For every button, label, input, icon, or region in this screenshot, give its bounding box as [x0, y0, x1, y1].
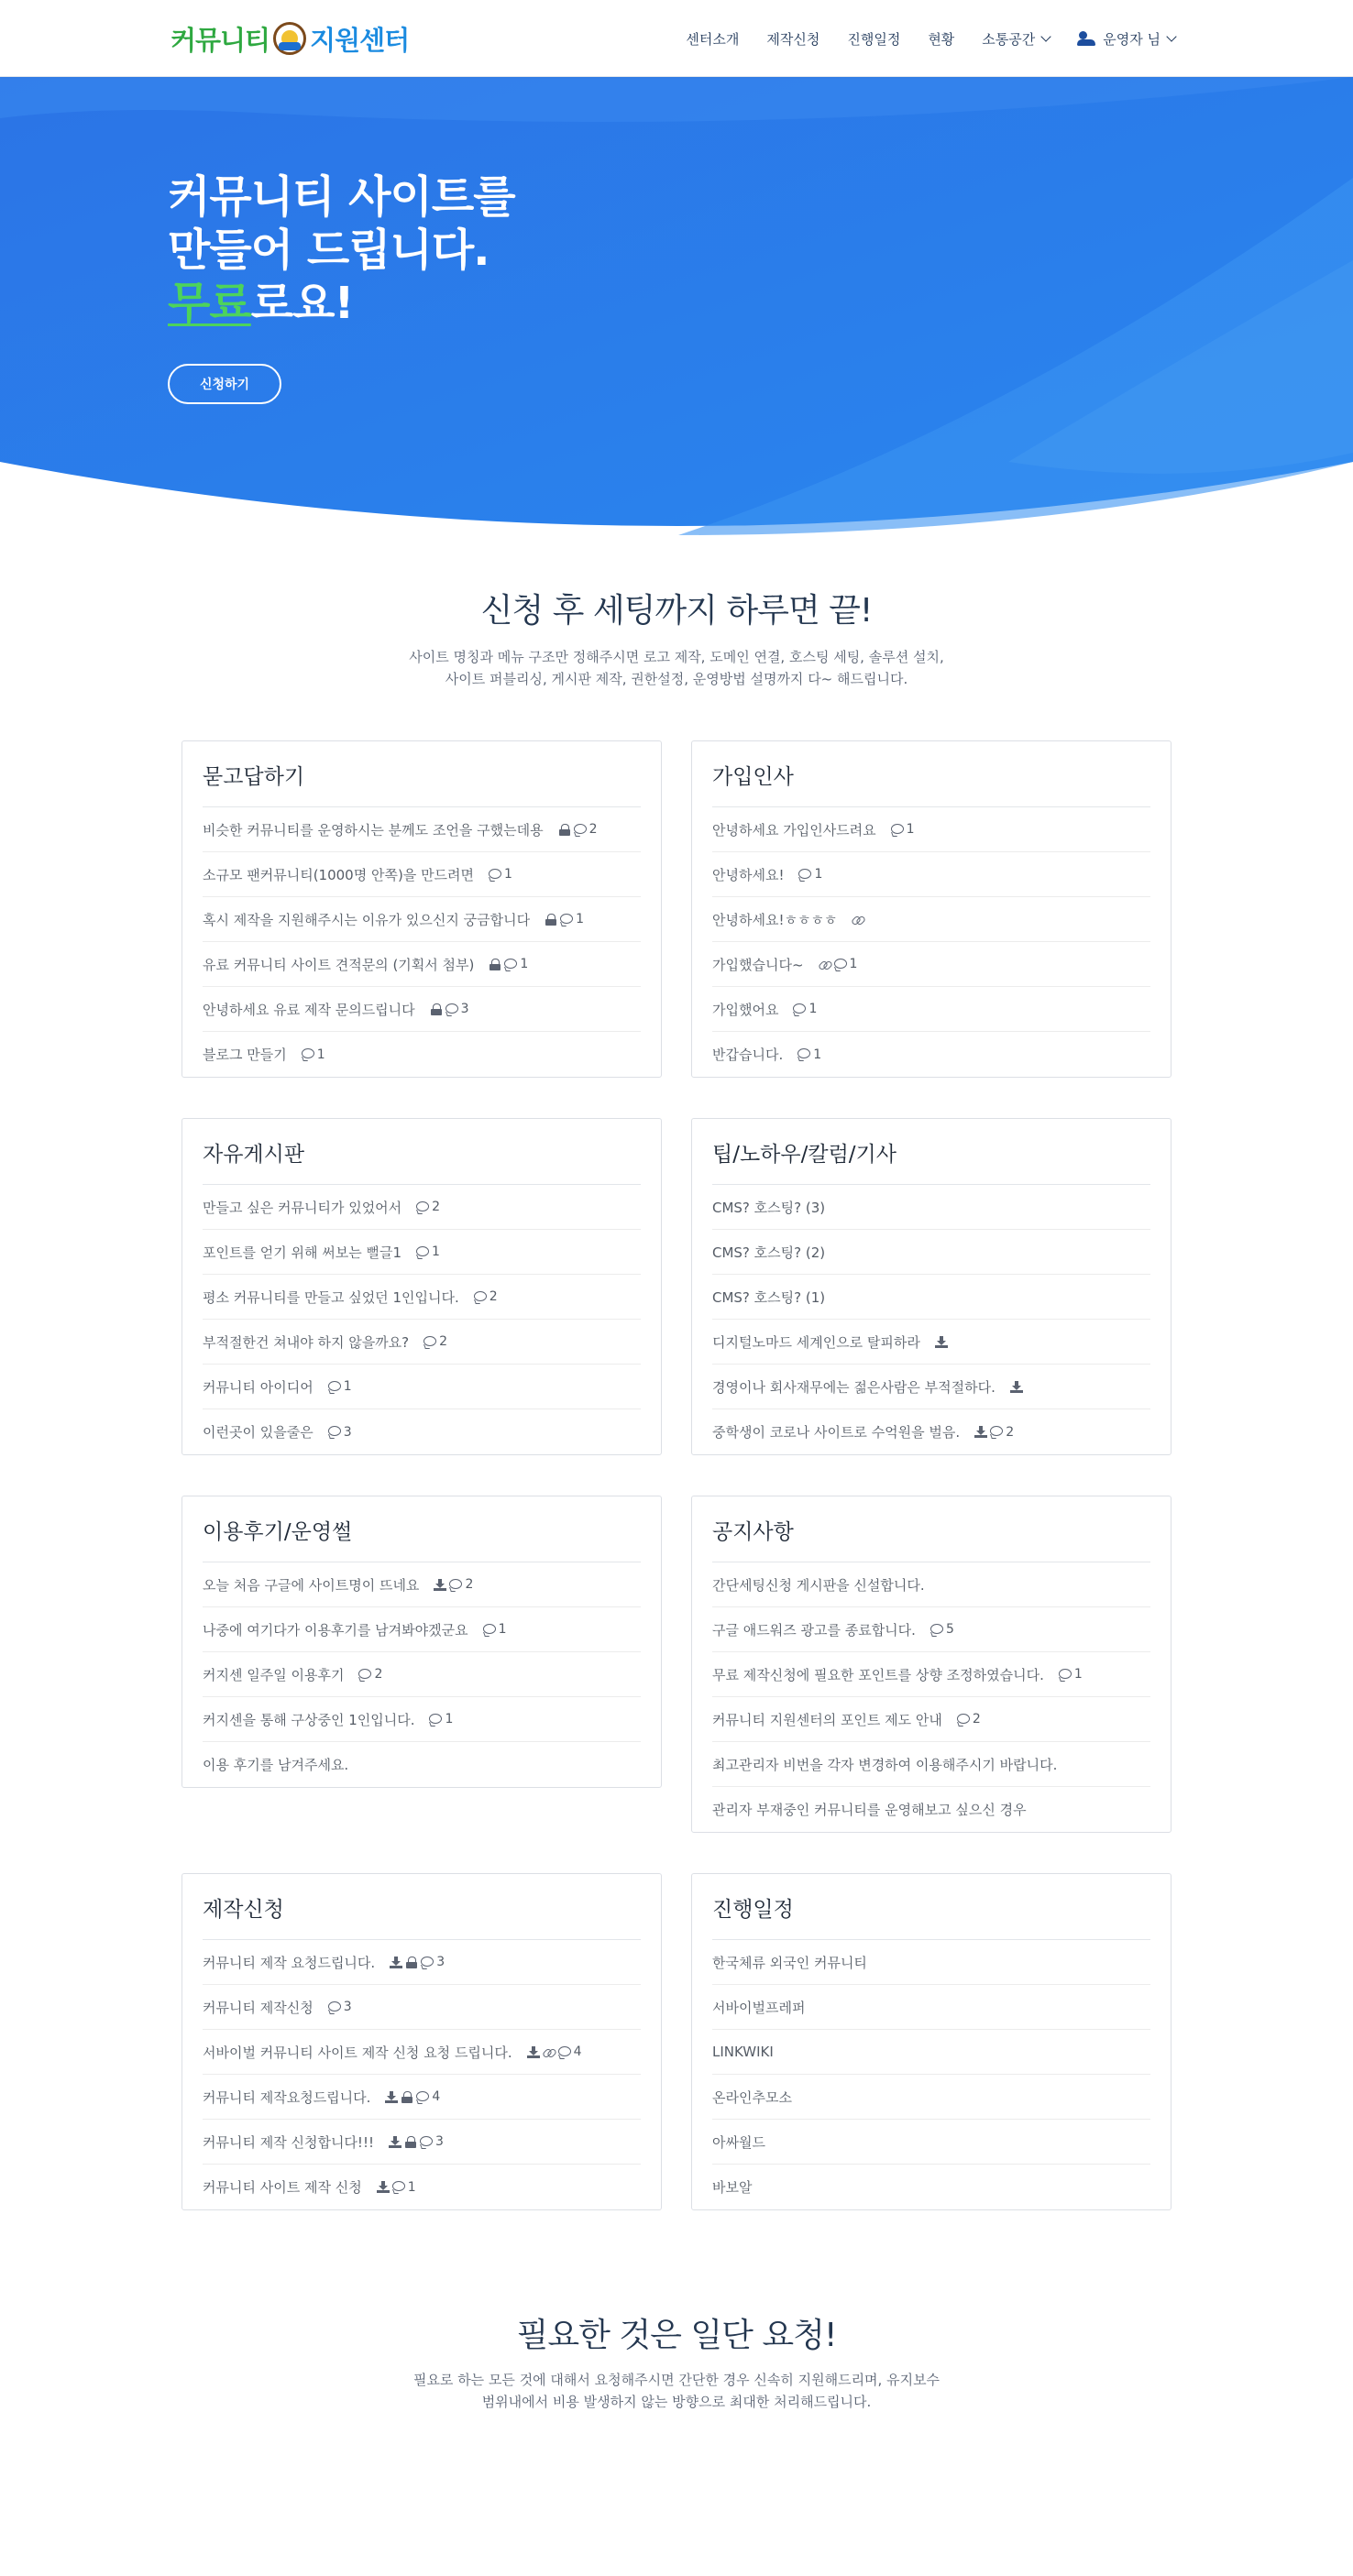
post-title[interactable]: 나중에 여기다가 이용후기를 남겨봐야겠군요	[203, 1621, 468, 1639]
post-list	[712, 807, 1150, 1077]
post-item[interactable]	[712, 1320, 1150, 1365]
post-title[interactable]: 혹시 제작을 지원해주시는 이유가 있으신지 궁금합니다	[203, 911, 531, 928]
section2-desc-line-2: 범위내에서 비용 발생하지 않는 방향으로 최대한 처리해드립니다.	[481, 2394, 872, 2410]
post-item[interactable]	[203, 987, 641, 1032]
post-title[interactable]: 안녕하세요!ㅎㅎㅎㅎ	[712, 911, 838, 928]
post-meta	[302, 1047, 325, 1062]
comment-count: 1	[504, 867, 512, 882]
post-list	[203, 1562, 641, 1787]
comment-icon	[392, 2181, 405, 2193]
comment-icon	[834, 959, 847, 970]
post-list	[203, 1185, 641, 1454]
comment-icon	[560, 914, 573, 926]
post-meta	[819, 957, 858, 971]
post-item[interactable]	[203, 852, 641, 897]
post-title[interactable]: 서바이벌 커뮤니티 사이트 제작 신청 요청 드립니다.	[203, 2044, 512, 2061]
post-item[interactable]	[712, 1230, 1150, 1275]
comment-count: 2	[374, 1667, 383, 1682]
board-title[interactable]: 팁/노하우/칼럼/기사	[712, 1119, 1150, 1185]
post-item[interactable]	[203, 1230, 641, 1275]
comment-count: 2	[588, 822, 598, 837]
post-title[interactable]: 관리자 부재중인 커뮤니티를 운영해보고 싶으신 경우	[712, 1802, 1027, 1818]
post-title[interactable]: 커뮤니티 제작 신청합니다!!!	[203, 2133, 374, 2151]
post-title[interactable]: 커뮤니티 지원센터의 포인트 제도 안내	[712, 1711, 942, 1728]
post-item[interactable]	[203, 1742, 641, 1787]
post-meta	[416, 1200, 440, 1214]
site-header	[0, 0, 1353, 77]
post-meta	[429, 1712, 453, 1726]
post-meta	[434, 1577, 473, 1592]
board-title[interactable]: 공지사항	[712, 1496, 1150, 1562]
lock-icon	[544, 914, 557, 926]
post-title[interactable]: 오늘 처음 구글에 사이트명이 뜨네요	[203, 1576, 420, 1594]
post-meta	[935, 1336, 948, 1348]
logo-text-part2: 지원센터	[310, 24, 410, 56]
link-icon	[543, 2046, 556, 2058]
post-title[interactable]: 커뮤니티 제작신청	[203, 1999, 314, 2016]
comment-count: 1	[576, 912, 585, 926]
post-item[interactable]	[203, 2075, 641, 2120]
hero-line-1: 커뮤니티 사이트를	[168, 171, 515, 223]
user-label: 운영자 님	[1103, 30, 1160, 48]
post-title[interactable]: 간단세팅신청 게시판을 신설합니다.	[712, 1576, 925, 1594]
comment-icon	[416, 1201, 429, 1213]
post-title[interactable]: 부적절한건 쳐내야 하지 않을까요?	[203, 1333, 410, 1351]
post-item[interactable]	[712, 1365, 1150, 1409]
post-meta	[358, 1667, 382, 1682]
comment-count: 1	[813, 1047, 822, 1062]
user-icon	[1077, 31, 1095, 46]
post-meta	[416, 1244, 440, 1259]
post-title[interactable]: 블로그 만들기	[203, 1047, 287, 1063]
comment-count: 1	[906, 822, 915, 837]
section-title-2: 필요한 것은 일단 요청!	[516, 2317, 837, 2354]
comment-icon	[957, 1714, 970, 1726]
comment-count: 2	[465, 1577, 474, 1592]
post-item[interactable]	[203, 1607, 641, 1652]
comment-icon	[1059, 1669, 1072, 1681]
post-meta	[558, 822, 598, 837]
post-meta	[544, 912, 584, 926]
post-title[interactable]: 유료 커뮤니티 사이트 견적문의 (기획서 첨부)	[203, 956, 475, 973]
post-item[interactable]	[712, 1409, 1150, 1454]
section-desc-line-2: 사이트 퍼블리싱, 게시판 제작, 권한설정, 운영방법 설명까지 다~ 해드립니다.	[445, 671, 908, 687]
post-meta	[385, 2089, 440, 2104]
post-item[interactable]	[712, 1032, 1150, 1077]
nav-label: 제작신청	[766, 30, 820, 48]
post-meta	[489, 957, 528, 971]
post-title[interactable]: 커지센 일주일 이용후기	[203, 1666, 345, 1683]
site-logo[interactable]	[170, 18, 409, 59]
download-icon	[527, 2046, 540, 2058]
post-title[interactable]: LINKWIKI	[712, 2044, 774, 2060]
board-title[interactable]: 진행일정	[712, 1874, 1150, 1940]
post-meta	[1059, 1667, 1083, 1682]
comment-icon	[424, 1336, 436, 1348]
nav-item-status[interactable]	[928, 29, 954, 49]
comment-icon	[420, 2136, 433, 2148]
download-icon	[974, 1426, 987, 1438]
post-item[interactable]	[203, 2120, 641, 2165]
nav-item-schedule[interactable]	[847, 29, 900, 49]
comment-icon	[474, 1291, 487, 1303]
lock-icon	[489, 959, 501, 970]
post-item[interactable]	[203, 1365, 641, 1409]
post-title[interactable]: 커뮤니티 사이트 제작 신청	[203, 2179, 362, 2196]
comment-count: 2	[432, 1200, 441, 1214]
post-title[interactable]: 온라인추모소	[712, 2088, 792, 2106]
board-title[interactable]: 묻고답하기	[203, 741, 641, 807]
nav-item-about[interactable]	[686, 29, 739, 49]
download-icon	[1010, 1381, 1023, 1393]
post-title[interactable]: 커뮤니티 제작요청드립니다.	[203, 2088, 371, 2106]
nav-item-community[interactable]	[982, 29, 1050, 49]
post-title[interactable]: 안녕하세요 가입인사드려요	[712, 821, 876, 839]
post-meta	[377, 2180, 416, 2195]
post-item[interactable]	[712, 1185, 1150, 1230]
post-item[interactable]	[712, 1652, 1150, 1697]
comment-count: 2	[972, 1712, 981, 1726]
hero-title	[168, 170, 515, 330]
board-title[interactable]: 가입인사	[712, 741, 1150, 807]
post-meta	[793, 1002, 817, 1016]
post-item[interactable]	[203, 897, 641, 942]
post-item[interactable]	[203, 807, 641, 852]
chevron-down-icon	[1041, 31, 1051, 41]
download-icon	[389, 2136, 402, 2148]
post-item[interactable]	[203, 2030, 641, 2075]
post-item[interactable]	[712, 942, 1150, 987]
post-title[interactable]: 안녕하세요 유료 제작 문의드립니다	[203, 1001, 415, 1018]
comment-count: 3	[434, 2134, 444, 2149]
comment-count: 1	[849, 957, 858, 971]
post-meta	[527, 2044, 582, 2059]
logo-mascot-icon	[273, 22, 306, 55]
post-title[interactable]: 만들고 싶은 커뮤니티가 있었어서	[203, 1199, 402, 1216]
post-item[interactable]	[712, 1787, 1150, 1832]
post-title[interactable]: 커뮤니티 아이디어	[203, 1378, 314, 1396]
post-item[interactable]	[203, 1562, 641, 1607]
comment-count: 1	[520, 957, 529, 971]
nav-label: 진행일정	[847, 30, 901, 48]
user-menu[interactable]	[1077, 29, 1175, 49]
post-item[interactable]	[203, 1985, 641, 2030]
comment-count: 1	[343, 1379, 352, 1394]
post-title[interactable]: CMS? 호스팅? (2)	[712, 1244, 826, 1261]
post-title[interactable]: CMS? 호스팅? (1)	[712, 1288, 826, 1306]
post-title[interactable]: 이런곳이 있을줄은	[203, 1424, 314, 1441]
comment-icon	[328, 2001, 341, 2013]
post-meta	[328, 1425, 352, 1440]
post-meta	[474, 1289, 498, 1304]
comment-count: 1	[808, 1002, 818, 1016]
post-item[interactable]	[712, 1940, 1150, 1985]
comment-icon	[798, 1048, 810, 1060]
post-title[interactable]: 바보알	[712, 2179, 753, 2196]
post-title[interactable]: CMS? 호스팅? (3)	[712, 1199, 826, 1216]
download-icon	[377, 2181, 390, 2193]
board-card	[691, 1873, 1172, 2210]
comment-count: 1	[432, 1244, 440, 1259]
download-icon	[385, 2091, 398, 2103]
post-item[interactable]	[712, 2075, 1150, 2120]
post-item[interactable]	[712, 807, 1150, 852]
post-meta	[328, 1379, 352, 1394]
comment-count: 3	[343, 2000, 352, 2014]
comment-count: 3	[343, 1424, 352, 1440]
post-item[interactable]	[712, 852, 1150, 897]
comment-count: 2	[439, 1334, 448, 1349]
comment-count: 3	[436, 1955, 446, 1969]
comment-icon	[891, 824, 904, 836]
post-item[interactable]	[203, 1320, 641, 1365]
download-icon	[390, 1957, 402, 1968]
post-title[interactable]: 비슷한 커뮤니티를 운영하시는 분께도 조언을 구했는데용	[203, 821, 544, 839]
comment-icon	[328, 1426, 341, 1438]
post-meta	[489, 867, 512, 882]
nav-label: 소통공간	[982, 30, 1036, 48]
section2-desc-line-1: 필요로 하는 모든 것에 대해서 요청해주시면 간단한 경우 신속히 지원해드리며, 유지보수	[412, 2372, 940, 2388]
comment-icon	[429, 1714, 442, 1726]
comment-count: 2	[1006, 1424, 1015, 1440]
comment-icon	[504, 959, 517, 970]
comment-count: 1	[445, 1712, 454, 1726]
post-item[interactable]	[712, 1562, 1150, 1607]
post-item[interactable]	[712, 1697, 1150, 1742]
comment-icon	[483, 1624, 496, 1636]
post-meta	[798, 867, 822, 882]
post-title[interactable]: 가입했어요	[712, 1001, 779, 1018]
board-card	[182, 740, 662, 1078]
comment-icon	[446, 1003, 458, 1015]
lock-icon	[401, 2091, 413, 2103]
post-meta	[1010, 1381, 1023, 1393]
board-card	[691, 1496, 1172, 1833]
comment-count: 4	[432, 2089, 441, 2104]
post-item[interactable]	[712, 1742, 1150, 1787]
post-title[interactable]: 구글 애드워즈 광고를 종료합니다.	[712, 1621, 916, 1639]
hero-line-3-rest: 로요!	[250, 278, 354, 329]
post-meta	[798, 1047, 821, 1062]
comment-count: 1	[316, 1047, 325, 1062]
comment-icon	[793, 1003, 806, 1015]
comment-icon	[302, 1048, 314, 1060]
post-title[interactable]: 커지센을 통해 구상중인 1인입니다.	[203, 1711, 415, 1728]
comment-count: 1	[498, 1622, 507, 1637]
download-icon	[434, 1579, 446, 1591]
comment-icon	[798, 869, 811, 881]
post-item[interactable]	[203, 1275, 641, 1320]
post-item[interactable]	[712, 1275, 1150, 1320]
post-list	[712, 1940, 1150, 2209]
comment-icon	[416, 1246, 429, 1258]
post-title[interactable]: 평소 커뮤니티를 만들고 싶었던 1인입니다.	[203, 1288, 459, 1306]
link-icon	[852, 914, 864, 926]
comment-icon	[574, 824, 587, 836]
comment-icon	[990, 1426, 1003, 1438]
comment-count: 2	[489, 1289, 498, 1304]
post-item[interactable]	[712, 1607, 1150, 1652]
hero-line-2: 만들어 드립니다.	[168, 225, 490, 276]
post-title[interactable]: 가입했습니다~	[712, 956, 804, 973]
chevron-down-icon	[1166, 31, 1176, 41]
section-desc-line-1: 사이트 명칭과 메뉴 구조만 정해주시면 로고 제작, 도메인 연결, 호스팅 세팅, 솔루션 설치,	[409, 649, 944, 665]
post-meta	[328, 2000, 352, 2014]
post-list	[712, 1562, 1150, 1832]
post-title[interactable]: 소규모 팬커뮤니티(1000명 안쪽)을 만드려면	[203, 866, 475, 883]
post-item[interactable]	[712, 2165, 1150, 2209]
post-title[interactable]: 한국체류 외국인 커뮤니티	[712, 1954, 867, 1971]
board-card	[182, 1118, 662, 1455]
board-card	[182, 1873, 662, 2210]
post-title[interactable]: 서바이벌프레퍼	[712, 1999, 806, 2016]
comment-count: 1	[1073, 1667, 1083, 1682]
comment-icon	[358, 1669, 371, 1681]
post-list	[203, 1940, 641, 2209]
section-title: 신청 후 세팅까지 하루면 끝!	[480, 592, 873, 630]
nav-label: 현황	[928, 30, 955, 48]
post-title[interactable]: 아싸월드	[712, 2133, 765, 2151]
post-meta	[957, 1712, 981, 1726]
comment-icon	[930, 1624, 943, 1636]
lock-icon	[404, 2136, 417, 2148]
post-title[interactable]: 안녕하세요!	[712, 866, 785, 883]
post-meta	[852, 914, 864, 926]
board-card	[182, 1496, 662, 1788]
comment-count: 4	[573, 2044, 582, 2059]
apply-button[interactable]: 신청하기	[168, 364, 281, 404]
post-item[interactable]	[712, 1985, 1150, 2030]
post-item[interactable]	[203, 1185, 641, 1230]
comment-icon	[449, 1579, 462, 1591]
lock-icon	[405, 1957, 418, 1968]
post-meta	[891, 822, 915, 837]
hero-accent: 무료	[168, 278, 251, 329]
post-title[interactable]: 반갑습니다.	[712, 1047, 784, 1063]
nav-item-apply[interactable]	[766, 29, 820, 49]
hero-line-3	[168, 277, 515, 330]
board-title[interactable]: 이용후기/운영썰	[203, 1496, 641, 1562]
post-meta	[974, 1425, 1014, 1440]
comment-count: 1	[814, 867, 823, 882]
post-item[interactable]	[203, 1032, 641, 1077]
post-title[interactable]: 이용 후기를 남겨주세요.	[203, 1757, 349, 1773]
post-item[interactable]	[712, 987, 1150, 1032]
post-meta	[483, 1622, 507, 1637]
logo-text-part1: 커뮤니티	[170, 24, 270, 56]
board-card	[691, 1118, 1172, 1455]
post-title[interactable]: 경영이나 회사재무에는 젊은사람은 부적절하다.	[712, 1378, 996, 1396]
board-title[interactable]: 제작신청	[203, 1874, 641, 1940]
lock-icon	[430, 1003, 443, 1015]
post-item[interactable]	[712, 897, 1150, 942]
post-title[interactable]: 무료 제작신청에 필요한 포인트를 상향 조정하였습니다.	[712, 1666, 1044, 1683]
comment-count: 3	[460, 1002, 469, 1016]
board-card	[691, 740, 1172, 1078]
post-meta	[430, 1002, 469, 1016]
comment-count: 1	[407, 2179, 416, 2195]
post-title[interactable]: 디지털노마드 세계인으로 탈피하라	[712, 1333, 920, 1351]
post-title[interactable]: 포인트를 얻기 위해 써보는 뻘글1	[203, 1244, 402, 1261]
lock-icon	[558, 824, 571, 836]
post-meta	[930, 1622, 954, 1637]
post-item[interactable]	[203, 2165, 641, 2209]
comment-icon	[558, 2046, 571, 2058]
comment-count: 5	[945, 1622, 954, 1637]
download-icon	[935, 1336, 948, 1348]
post-meta	[424, 1334, 447, 1349]
post-item[interactable]	[203, 1652, 641, 1697]
post-list	[712, 1185, 1150, 1454]
comment-icon	[421, 1957, 434, 1968]
post-item[interactable]	[712, 2030, 1150, 2075]
post-item[interactable]	[203, 942, 641, 987]
post-item[interactable]	[203, 1940, 641, 1985]
post-title[interactable]: 커뮤니티 제작 요청드립니다.	[203, 1954, 376, 1971]
comment-icon	[416, 2091, 429, 2103]
board-title[interactable]: 자유게시판	[203, 1119, 641, 1185]
hero-banner	[0, 77, 1353, 535]
post-item[interactable]	[203, 1697, 641, 1742]
comment-icon	[489, 869, 501, 881]
comment-icon	[328, 1381, 341, 1393]
nav-label: 센터소개	[686, 30, 740, 48]
post-meta	[390, 1955, 445, 1969]
post-list	[203, 807, 641, 1077]
post-item[interactable]	[203, 1409, 641, 1454]
main-nav	[686, 0, 1175, 77]
post-title[interactable]: 중학생이 코로나 사이트로 수억원을 벌음.	[712, 1424, 961, 1441]
post-title[interactable]: 최고관리자 비번을 각자 변경하여 이용해주시기 바랍니다.	[712, 1756, 1058, 1773]
link-icon	[819, 959, 831, 970]
post-item[interactable]	[712, 2120, 1150, 2165]
post-meta	[389, 2134, 444, 2149]
